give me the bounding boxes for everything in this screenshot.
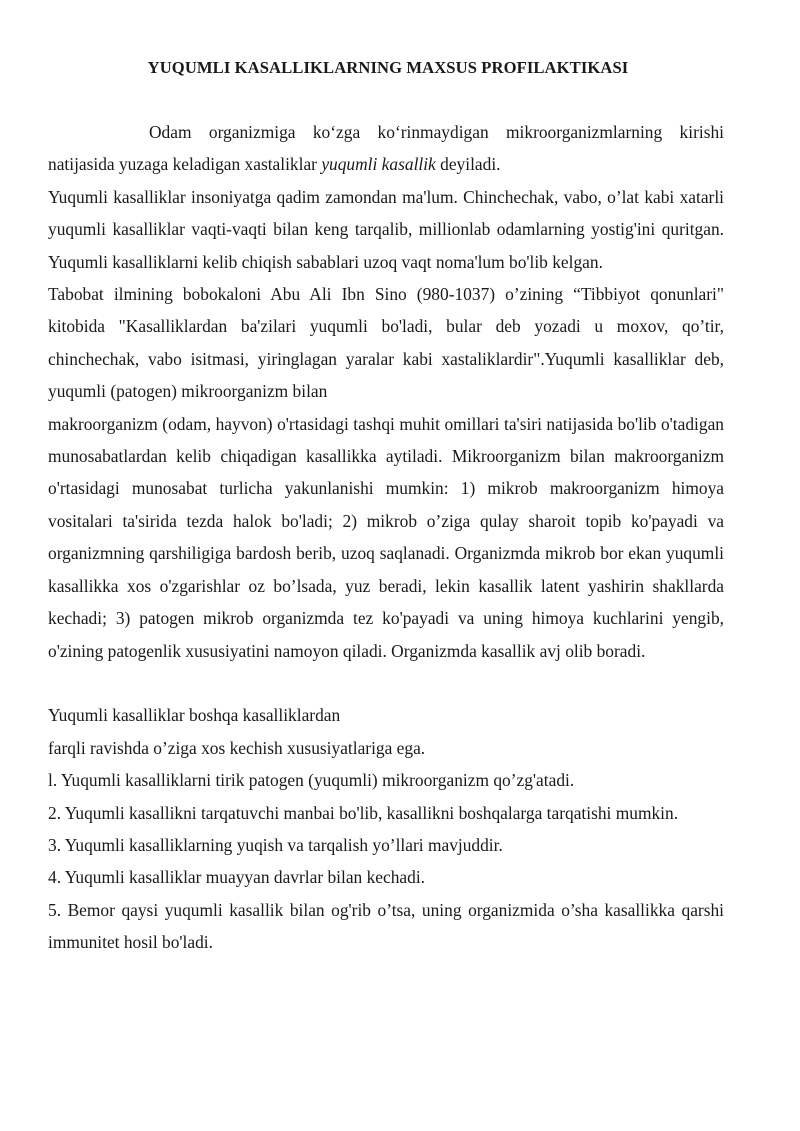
document-body xyxy=(48,116,724,959)
list-item-5: 5. Bemor qaysi yuqumli kasallik bilan og'rib o’tsa, uning organizmida o’sha kasallikka qarshi immunitet hosil bo'ladi. xyxy=(48,899,724,953)
paragraph-definition-start: Odam organizmiga ko‘zga ko‘rinmaydigan mikroorganizmlarning kirishi natijasida yuzaga keladigan xastaliklar xyxy=(48,122,724,175)
list-item-4: 4. Yuqumli kasalliklar muayyan davrlar bilan kechadi. xyxy=(48,867,426,888)
list-item-1: l. Yuqumli kasalliklarni tirik patogen (yuqumli) mikroorganizm qo’zg'atadi. xyxy=(48,770,575,791)
document-title: YUQUMLI KASALLIKLARNING MAXSUS PROFILAKTIKASI xyxy=(147,58,629,77)
paragraph-definition-end: deyiladi. xyxy=(435,154,501,175)
paragraph-definition xyxy=(48,116,724,181)
paragraph-ibn-sino: Tabobat ilmining bobokaloni Abu Ali Ibn Sino (980-1037) o’zining “Tibbiyot qonunlari" kitobida "Kasalliklardan ba'zilari yuqumli bo'ladi, bular deb yozadi u moxov, qo’tir, chinchechak, vabo isitmasi, yiringlagan yaralar kabi xastaliklardir".Yuqumli kasalliklar deb, yuqumli (patogen) mikroorganizm bilan xyxy=(48,284,724,402)
paragraph-interaction: makroorganizm (odam, hayvon) o'rtasidagi tashqi muhit omillari ta'siri natijasida bo'lib o'tadigan munosabatlardan kelib chiqadigan kasallikka aytiladi. Mikroorganizm bilan makroorganizm o'rtasidagi munosabat turlicha yakunlanishi mumkin: 1) mikrob makroorganizm himoya vositalari ta'sirida tezda halok bo'ladi; 2) mikrob o’ziga qulay sharoit topib ko'payadi va organizmning qarshiligiga bardosh berib, uzoq saqlanadi. Organizmda mikrob bor ekan yuqumli kasallikka xos o'zgarishlar oz bo’lsada, yuz beradi, lekin kasallik latent yashirin shakllarda kechadi; 3) patogen mikrob organizmda tez ko'payadi va uning himoya kuchlarini yengib, o'zining patogenlik xususiyatini namoyon qiladi. Organizmda kasallik avj olib boradi. xyxy=(48,413,724,661)
list-item-3: 3. Yuqumli kasalliklarning yuqish va tarqalish yo’llari mavjuddir. xyxy=(48,834,503,855)
paragraph-features-intro-cont: farqli ravishda o’ziga xos kechish xususiyatlariga ega. xyxy=(48,737,426,758)
paragraph-features-intro: Yuqumli kasalliklar boshqa kasalliklardan xyxy=(48,705,341,726)
list-item-2: 2. Yuqumli kasallikni tarqatuvchi manbai bo'lib, kasallikni boshqalarga tarqatishi mumkin. xyxy=(48,802,679,823)
blank-line xyxy=(48,667,724,699)
paragraph-history: Yuqumli kasalliklar insoniyatga qadim zamondan ma'lum. Chinchechak, vabo, o’lat kabi xatarli yuqumli kasalliklar vaqti-vaqti bilan keng tarqalib, millionlab odamlarning yostig'ini quritgan. Yuqumli kasalliklarni kelib chiqish sabablari uzoq vaqt noma'lum bo'lib kelgan. xyxy=(48,186,724,272)
term-yuqumli-kasallik: yuqumli kasallik xyxy=(321,154,436,175)
